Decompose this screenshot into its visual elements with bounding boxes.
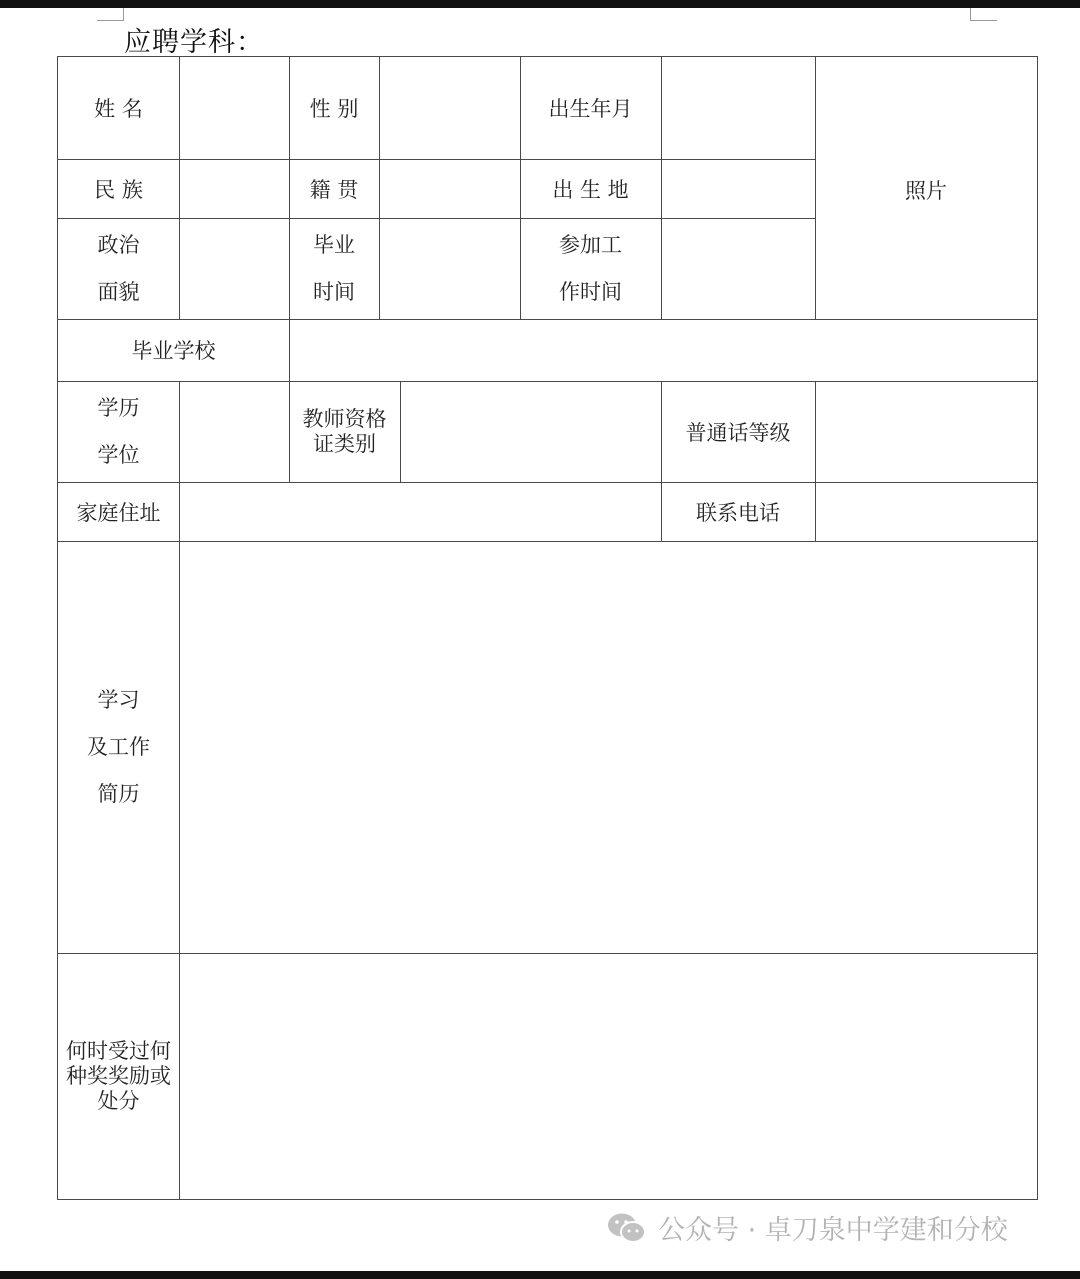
home-address-label: 家庭住址 [76,500,161,525]
native-place-label: 籍 贯 [309,177,359,202]
degree-value-cell[interactable] [179,381,289,482]
bottom-border-bar [0,1271,1080,1279]
teacher-certificate-value-cell[interactable] [400,381,661,482]
top-border-bar [0,0,1080,8]
work-start-line: 作时间 [559,279,622,304]
ethnicity-value-cell[interactable] [179,159,289,218]
degree-line: 学位 [97,442,140,467]
watermark [606,1208,1008,1247]
graduation-time-value-cell[interactable] [379,218,520,319]
awards-line: 处分 [97,1088,140,1113]
photo-cell[interactable]: 照片 [905,179,947,203]
teacher-certificate-line: 证类别 [313,431,376,456]
teacher-certificate-label [289,381,400,482]
birth-date-value-cell[interactable] [661,57,815,159]
political-status-line: 面貌 [97,279,140,304]
degree-label [58,381,179,482]
resume-line: 学习 [97,687,140,712]
name-label: 姓 名 [94,97,143,121]
crop-mark-left [97,8,124,21]
birthplace-value-cell[interactable] [661,159,815,218]
subject-label: 应聘学科： [124,27,264,58]
application-form-table [57,56,1038,1200]
work-start-line: 参加工 [559,232,622,257]
graduate-school-value-cell[interactable] [289,319,1037,381]
awards-value-cell[interactable] [179,953,1037,1199]
political-status-line: 政治 [97,232,140,257]
work-start-value-cell[interactable] [661,218,815,319]
native-place-value-cell[interactable] [379,159,520,218]
political-status-value-cell[interactable] [179,218,289,319]
teacher-certificate-line: 教师资格 [302,406,387,431]
graduate-school-label: 毕业学校 [131,339,216,363]
home-address-value-cell[interactable] [179,482,661,541]
wechat-icon [606,1211,648,1245]
mandarin-level-label: 普通话等级 [685,420,791,445]
crop-mark-right [970,8,997,21]
resume-value-cell[interactable] [179,541,1037,953]
graduation-time-line: 毕业 [313,232,355,257]
watermark-text: 公众号 · 卓刀泉中学建和分校 [658,1215,1008,1246]
birth-date-label: 出生年月 [548,97,633,121]
resume-line: 及工作 [87,734,150,759]
mandarin-level-value-cell[interactable] [815,381,1037,482]
ethnicity-label: 民 族 [94,177,143,202]
political-status-label [58,218,179,319]
birthplace-label: 出 生 地 [552,177,629,202]
resume-line: 简历 [97,781,140,806]
phone-value-cell[interactable] [815,482,1037,541]
gender-value-cell[interactable] [379,57,520,159]
awards-line: 何时受过何 [66,1038,171,1063]
name-value-cell[interactable] [179,57,289,159]
resume-label [58,541,179,953]
awards-label [58,953,179,1199]
work-start-label [520,218,661,319]
awards-line: 种奖奖励或 [66,1063,171,1088]
graduation-time-line: 时间 [313,279,355,304]
degree-line: 学历 [97,395,140,420]
phone-label: 联系电话 [696,500,780,525]
gender-label: 性 别 [309,97,359,121]
graduation-time-label [289,218,379,319]
